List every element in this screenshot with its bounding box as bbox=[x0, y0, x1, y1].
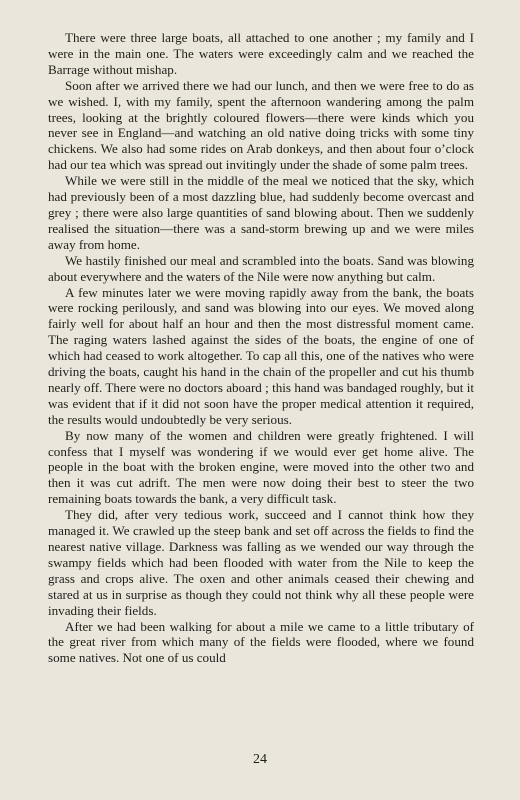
paragraph-7: They did, after very tedious work, succeed and I cannot think how they managed it. We crawled up the steep bank and set off across the fields to find the nearest native village. Darkness was falling as we wended our way through the swampy fields which had been flooded with water from the Nile to keep the grass and crops alive. The oxen and other animals ceased their chewing and stared at us in surprise as though they could not think why all these people were invading their fields. bbox=[48, 507, 474, 618]
paragraph-8: After we had been walking for about a mile we came to a little tributary of the great river from which many of the fields were flooded, where we found some natives. Not one of us could bbox=[48, 618, 474, 666]
paragraph-1: There were three large boats, all attached to one another ; my family and I were in the main one. The waters were exceedingly calm and we reached the Barrage without mishap. bbox=[48, 30, 474, 77]
paragraph-3: While we were still in the middle of the meal we noticed that the sky, which had previously been of a most dazzling blue, had suddenly become overcast and grey ; there were also large quantities of sand blowing about. Then we suddenly realised the situation—there was a sand-storm brewing up and we were miles away from home. bbox=[48, 173, 474, 252]
paragraph-6: By now many of the women and children were greatly frightened. I will confess that I myself was wondering if we would ever get home alive. The people in the boat with the broken engine, were moved into the other two and then it was cut adrift. The men were now doing their best to steer the two remaining boats towards the bank, a very difficult task. bbox=[48, 427, 474, 507]
paragraph-2: Soon after we arrived there we had our lunch, and then we were free to do as we wished. I, with my family, spent the afternoon wandering among the palm trees, looking at the brightly coloured flowers—there were kinds which you never see in England—and watching an old native doing tricks with some tiny chickens. We also had some rides on Arab donkeys, and then about four o’clock had our tea which was spread out invitingly under the shade of some palm trees. bbox=[48, 77, 474, 173]
paragraph-4: We hastily finished our meal and scrambled into the boats. Sand was blowing about everywhere and the waters of the Nile were now anything but calm. bbox=[48, 252, 474, 284]
paragraph-5: A few minutes later we were moving rapidly away from the bank, the boats were rocking perilously, and sand was blowing into our eyes. We moved along fairly well for about half an hour and then the most distressful moment came. The raging waters lashed against the sides of the boats, the engine of one of which had ceased to work altogether. To cap all this, one of the natives who were driving the boats, caught his hand in the chain of the propeller and cut his thumb nearly off. There were no doctors aboard ; this hand was bandaged roughly, but it was evident that if it did not soon have the proper medical attention it required, the results would undoubtedly be very serious. bbox=[48, 284, 474, 427]
body-text bbox=[48, 30, 474, 666]
page-number: 24 bbox=[253, 752, 267, 767]
